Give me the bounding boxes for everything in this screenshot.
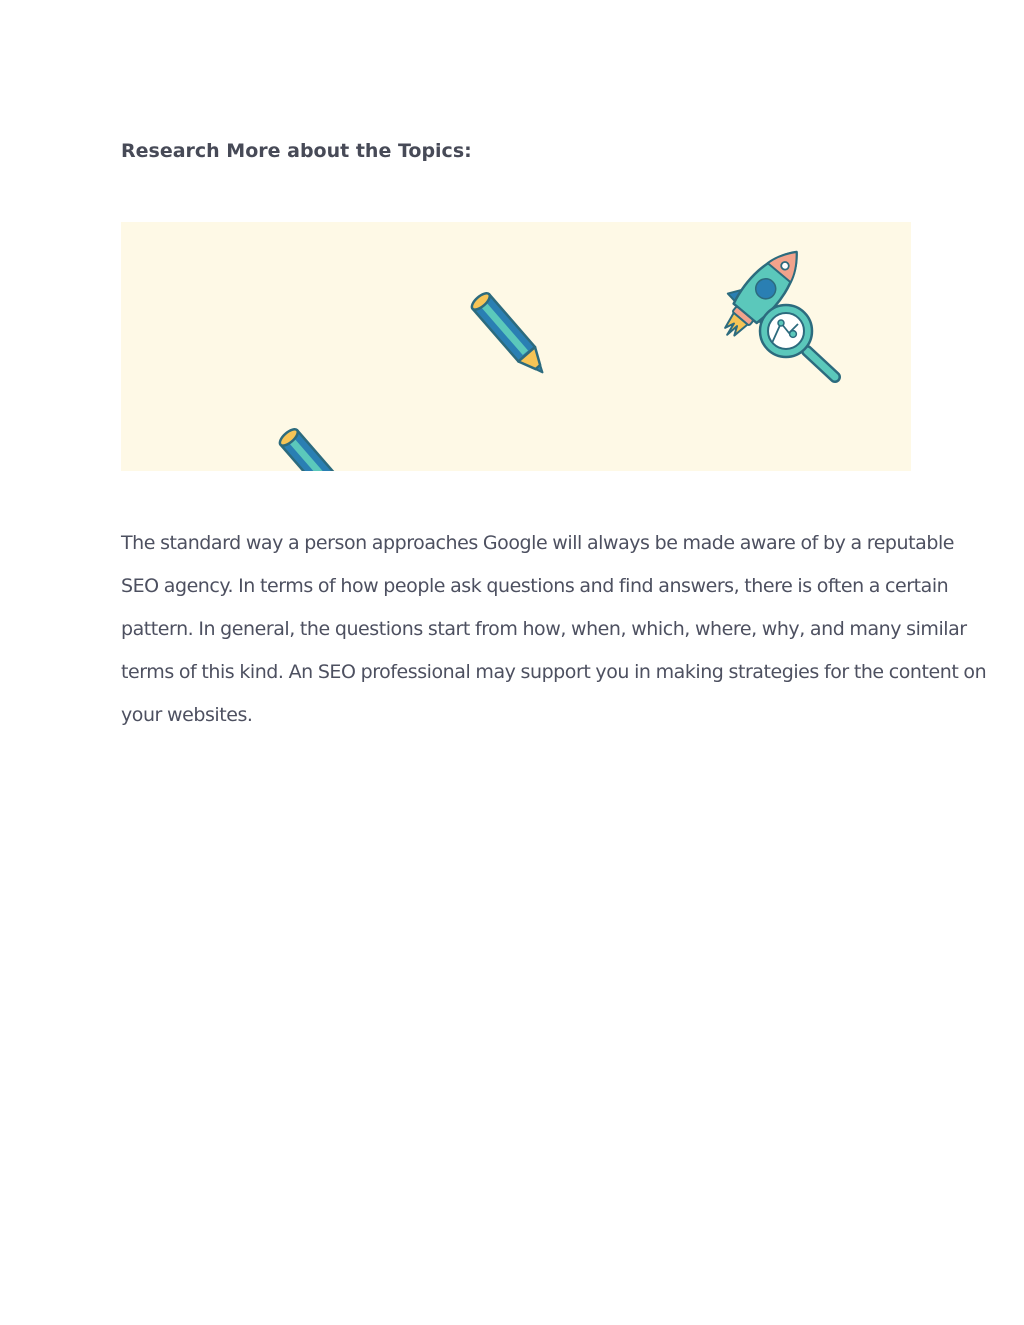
- body-paragraph: The standard way a person approaches Google will always be made aware of by a reputable SEO agency. In terms of how people ask questions and find answers, there is often a certain pattern. In general, the questions start from how, when, which, where, why, and many similar terms of this kind. An SEO professional may support you in making strategies for the content on your websites.: [121, 532, 987, 726]
- pencil-icon: [469, 290, 551, 379]
- pencil-icon: [277, 426, 343, 471]
- illustration-banner: [121, 222, 911, 471]
- section-heading: Research More about the Topics:: [121, 140, 472, 162]
- magnifier-icon: [760, 305, 835, 377]
